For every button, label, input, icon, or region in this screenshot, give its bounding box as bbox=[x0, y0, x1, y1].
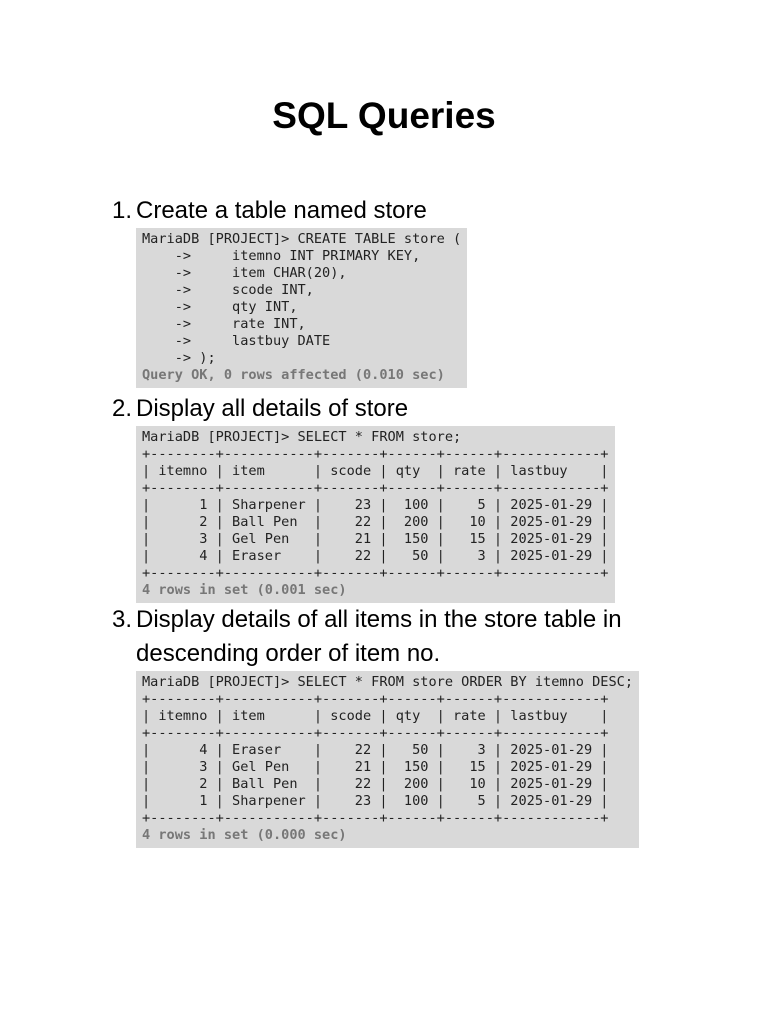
list-item-1 bbox=[112, 194, 666, 388]
page-title: SQL Queries bbox=[272, 95, 496, 136]
sql-console-text: MariaDB [PROJECT]> SELECT * FROM store; +--------+-----------+-------+------+------+------------+ | itemno | item | scode | qty | rate | lastbuy | +--------+-----------+-------+------+------+------------+ | 1 | Sharpener | 23 | 100 | 5 | 2025-01-29 | | 2 | Ball Pen | 22 | 200 | 10 | 2025-01-29 | | 3 | Gel Pen | 21 | 150 | 15 | 2025-01-29 | | 4 | Eraser | 22 | 50 | 3 | 2025-01-29 | +--------+-----------+-------+------+------+------------+ bbox=[142, 429, 609, 581]
sql-console-text: MariaDB [PROJECT]> CREATE TABLE store ( -> itemno INT PRIMARY KEY, -> item CHAR(20), -> scode INT, -> qty INT, -> rate INT, -> lastbuy DATE -> ); bbox=[142, 231, 462, 366]
item-number: 2. bbox=[112, 395, 133, 422]
item-number: 1. bbox=[112, 197, 133, 224]
item-text: Create a table named store bbox=[136, 197, 427, 224]
list-item-2 bbox=[112, 392, 666, 603]
list-item-3 bbox=[112, 603, 666, 848]
sql-console-screenshot bbox=[136, 671, 639, 848]
sql-console-text: MariaDB [PROJECT]> SELECT * FROM store ORDER BY itemno DESC; +--------+-----------+-------+------+------+------------+ | itemno | item | scode | qty | rate | lastbuy | +--------+-----------+-------+------+------+------------+ | 4 | Eraser | 22 | 50 | 3 | 2025-01-29 | | 3 | Gel Pen | 21 | 150 | 15 | 2025-01-29 | | 2 | Ball Pen | 22 | 200 | 10 | 2025-01-29 | | 1 | Sharpener | 23 | 100 | 5 | 2025-01-29 | +--------+-----------+-------+------+------+------------+ bbox=[142, 674, 634, 826]
sql-result-message: Query OK, 0 rows affected (0.010 sec) bbox=[142, 367, 445, 383]
sql-result-message: 4 rows in set (0.001 sec) bbox=[142, 582, 347, 598]
item-text: Display details of all items in the store table in descending order of item no. bbox=[136, 606, 622, 667]
item-number: 3. bbox=[112, 606, 133, 633]
item-text: Display all details of store bbox=[136, 395, 409, 422]
sql-result-message: 4 rows in set (0.000 sec) bbox=[142, 827, 347, 843]
sql-console-screenshot bbox=[136, 228, 467, 388]
sql-console-screenshot bbox=[136, 426, 615, 603]
